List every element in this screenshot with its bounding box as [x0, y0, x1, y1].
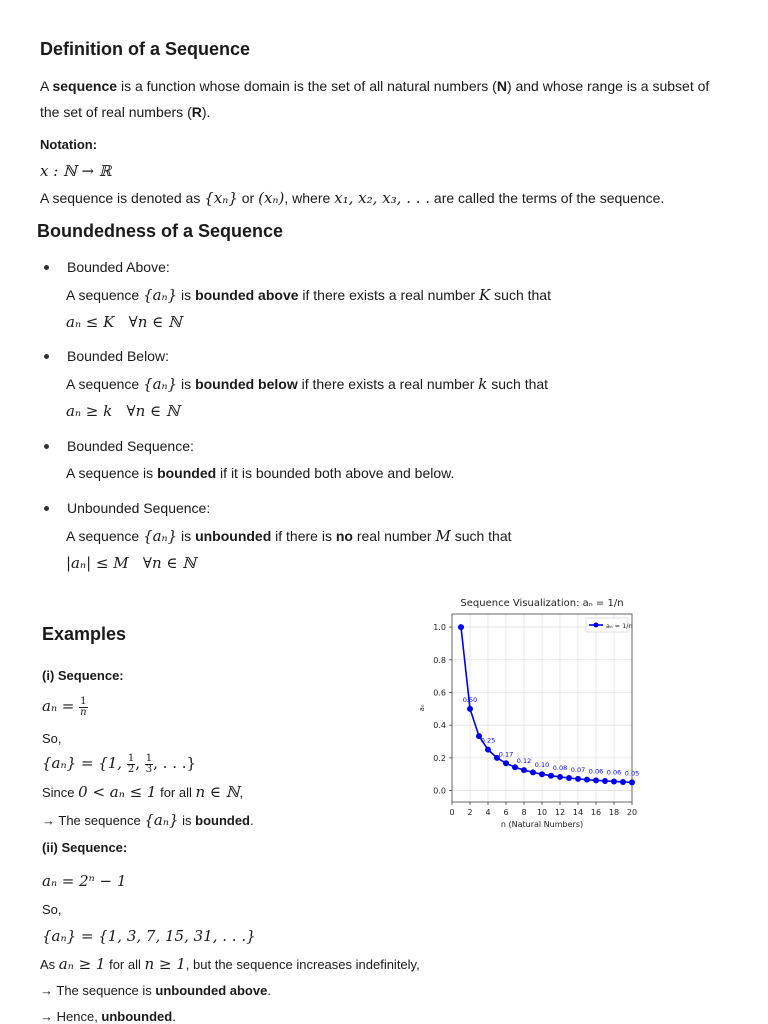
x-tick-label: 16: [590, 808, 602, 817]
example-1-since: Since 0 < aₙ ≤ 1 for all n ∈ ℕ,: [42, 783, 244, 801]
data-point: [467, 706, 473, 712]
chart-title: Sequence Visualization: aₙ = 1/n: [460, 598, 624, 609]
x-axis-label: n (Natural Numbers): [500, 820, 584, 829]
example-1-conclusion: → The sequence {aₙ} is bounded.: [42, 811, 254, 829]
bullet-icon: [44, 265, 49, 270]
x-tick-label: 6: [503, 808, 509, 817]
data-label: 0.25: [480, 736, 496, 745]
sequence-chart: [410, 592, 650, 832]
y-tick-label: 0.8: [433, 655, 446, 665]
example-2-as: As aₙ ≥ 1 for all n ≥ 1, but the sequence increases indefinitely,: [40, 955, 420, 973]
bounded-above-heading: Bounded Above:: [67, 259, 170, 275]
bullet-icon: [44, 354, 49, 359]
bullet-icon: [44, 506, 49, 511]
data-label: 0.07: [570, 765, 586, 774]
data-point: [611, 778, 617, 784]
data-point: [620, 779, 626, 785]
data-label: 0.06: [588, 767, 604, 776]
bounded-sequence-heading: Bounded Sequence:: [67, 438, 194, 454]
bounded-below-text: A sequence {aₙ} is bounded below if there exists a real number k such that: [66, 375, 549, 393]
notation-label: Notation:: [40, 137, 98, 152]
section-title-boundedness: Boundedness of a Sequence: [37, 221, 284, 241]
data-point: [521, 767, 527, 773]
example-1-label: (i) Sequence:: [42, 668, 124, 683]
example-2-definition: aₙ = 2ⁿ − 1: [42, 872, 127, 890]
series-line: [461, 627, 632, 782]
y-tick-label: 0.4: [433, 721, 446, 731]
example-2-conclusion-1: → The sequence is unbounded above.: [40, 983, 271, 998]
bounded-above-formula: aₙ ≤ K ∀n ∈ ℕ: [66, 313, 182, 331]
example-1-definition: aₙ = $\frac{1}{n}$: [42, 696, 87, 718]
bounded-below-formula: aₙ ≥ k ∀n ∈ ℕ: [66, 402, 180, 420]
example-1-so: So,: [42, 731, 62, 746]
data-label: 0.50: [462, 695, 478, 704]
example-2-label: (ii) Sequence:: [42, 840, 128, 855]
denote-line: A sequence is denoted as {xₙ} or (xₙ), where x₁, x₂, x₃, . . . are called the terms of the sequence.: [40, 189, 665, 207]
data-point: [584, 777, 590, 783]
data-label: 0.05: [624, 769, 640, 778]
x-tick-label: 20: [626, 808, 638, 817]
x-tick-label: 18: [608, 808, 620, 817]
bounded-below-heading: Bounded Below:: [67, 348, 169, 364]
example-2-conclusion-2: → Hence, unbounded.: [40, 1009, 176, 1024]
x-tick-label: 10: [536, 808, 548, 817]
y-axis-label: aₙ: [418, 704, 426, 712]
data-label: 0.12: [516, 757, 532, 766]
data-point: [458, 624, 464, 630]
notation-math: x : ℕ → ℝ: [40, 162, 112, 180]
data-point: [629, 779, 635, 785]
x-tick-label: 0: [449, 808, 455, 817]
x-tick-label: 8: [521, 808, 527, 817]
section-title-examples: Examples: [42, 624, 127, 644]
data-label: 0.10: [534, 761, 550, 770]
bounded-sequence-text: A sequence is bounded if it is bounded both above and below.: [66, 465, 455, 481]
data-point: [539, 771, 545, 777]
y-tick-label: 0.0: [433, 786, 446, 796]
legend-marker: [594, 623, 599, 628]
data-point: [530, 769, 536, 775]
y-tick-label: 0.2: [433, 753, 446, 763]
bounded-above-text: A sequence {aₙ} is bounded above if there exists a real number K such that: [66, 286, 551, 304]
legend-label: aₙ = 1/n: [606, 622, 633, 630]
unbounded-sequence-formula: |aₙ| ≤ M ∀n ∈ ℕ: [66, 554, 196, 572]
unbounded-sequence-heading: Unbounded Sequence:: [67, 500, 211, 516]
data-point: [485, 747, 491, 753]
data-point: [548, 773, 554, 779]
data-label: 0.06: [606, 768, 622, 777]
x-tick-label: 12: [554, 808, 566, 817]
data-point: [566, 775, 572, 781]
example-2-so: So,: [42, 902, 62, 917]
data-point: [557, 774, 563, 780]
data-point: [602, 778, 608, 784]
bullet-icon: [44, 444, 49, 449]
data-label: 0.17: [498, 750, 514, 759]
data-point: [503, 760, 509, 766]
data-point: [593, 777, 599, 783]
x-tick-label: 4: [485, 808, 491, 817]
definition-line-2: the set of real numbers (R).: [40, 104, 211, 120]
data-point: [575, 776, 581, 782]
data-label: 0.08: [552, 763, 568, 772]
y-tick-label: 1.0: [433, 623, 446, 633]
x-tick-label: 2: [467, 808, 473, 817]
definition-line-1: A sequence is a function whose domain is the set of all natural numbers (N) and whose range is a subset of: [40, 78, 710, 94]
section-title-definition: Definition of a Sequence: [40, 39, 251, 59]
example-1-set: {aₙ} = {1, $\frac{1}{2}$ , $\frac{1}{3}$ , . . .}: [42, 753, 197, 775]
example-2-set: {aₙ} = {1, 3, 7, 15, 31, . . .}: [42, 927, 256, 945]
x-tick-label: 14: [572, 808, 584, 817]
y-tick-label: 0.6: [433, 688, 446, 698]
unbounded-sequence-text: A sequence {aₙ} is unbounded if there is no real number M such that: [66, 527, 512, 545]
